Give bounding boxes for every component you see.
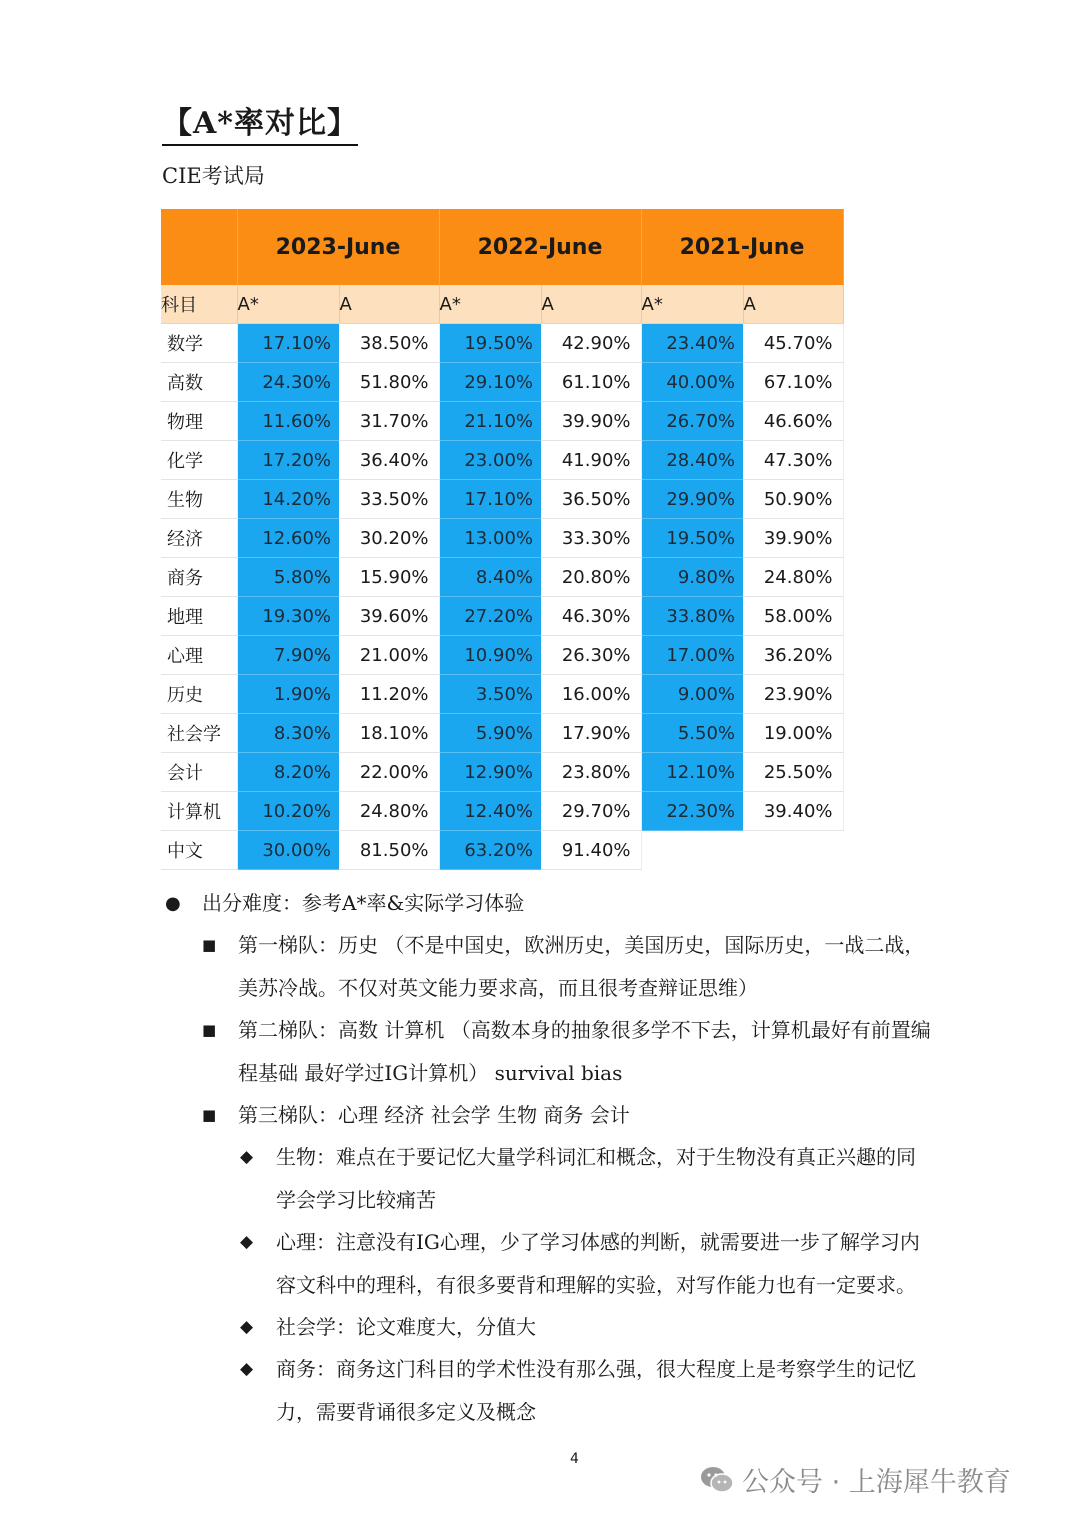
a-rate-cell: 45.70%	[743, 324, 843, 363]
a-star-rate-cell: 5.90%	[439, 714, 541, 753]
bullet-dot-icon: ●	[165, 893, 181, 914]
a-star-rate-cell: 63.20%	[439, 831, 541, 870]
a-rate-cell: 16.00%	[541, 675, 641, 714]
subject-cell: 数学	[161, 324, 237, 363]
a-star-rate-cell: 5.50%	[641, 714, 743, 753]
note-line: 第三梯队：心理 经济 社会学 生物 商务 会计	[238, 1103, 630, 1127]
table-row	[161, 636, 843, 675]
a-star-rate-cell: 28.40%	[641, 441, 743, 480]
year-header-2021: 2021-June	[641, 209, 843, 285]
a-rate-cell: 42.90%	[541, 324, 641, 363]
a-star-rate-cell: 11.60%	[237, 402, 339, 441]
a-rate-cell: 22.00%	[339, 753, 439, 792]
exam-board-label: CIE考试局	[162, 164, 265, 188]
a-rate-cell: 58.00%	[743, 597, 843, 636]
note-line: 美苏冷战。不仅对英文能力要求高，而且很考查辩证思维）	[238, 975, 758, 1000]
table-row	[161, 714, 843, 753]
table-row	[161, 519, 843, 558]
bullet-diamond-icon: ◆	[240, 1359, 254, 1380]
a-rate-cell: 15.90%	[339, 558, 439, 597]
empty-cell	[743, 831, 843, 870]
subject-cell: 化学	[161, 441, 237, 480]
note-line: 程基础 最好学过IG计算机） survival bias	[238, 1060, 623, 1085]
grade-header-cell: A*	[439, 285, 541, 324]
a-rate-cell: 33.50%	[339, 480, 439, 519]
table-row	[161, 753, 843, 792]
bullet-square-icon: ■	[202, 936, 217, 955]
a-star-rate-cell: 3.50%	[439, 675, 541, 714]
a-star-rate-cell: 17.00%	[641, 636, 743, 675]
bullet-diamond-icon: ◆	[240, 1317, 254, 1337]
a-star-rate-cell: 23.00%	[439, 441, 541, 480]
header-blank-cell	[161, 209, 237, 285]
table-row	[161, 558, 843, 597]
a-star-rate-cell: 9.00%	[641, 675, 743, 714]
a-rate-cell: 24.80%	[339, 792, 439, 831]
subject-cell: 经济	[161, 519, 237, 558]
a-star-rate-cell: 10.90%	[439, 636, 541, 675]
a-rate-cell: 36.50%	[541, 480, 641, 519]
table-row	[161, 441, 843, 480]
a-star-rate-cell: 8.40%	[439, 558, 541, 597]
note-line: 第一梯队：历史 （不是中国史，欧洲历史，美国历史，国际历史，一战二战，	[238, 933, 925, 958]
a-star-rate-table	[161, 209, 844, 870]
note-line: 学会学习比较痛苦	[276, 1187, 436, 1212]
grade-header-cell: A*	[237, 285, 339, 324]
a-star-rate-cell: 17.20%	[237, 441, 339, 480]
note-line: 力，需要背诵很多定义及概念	[276, 1399, 536, 1424]
subject-cell: 生物	[161, 480, 237, 519]
a-rate-cell: 23.90%	[743, 675, 843, 714]
a-rate-cell: 38.50%	[339, 324, 439, 363]
a-star-rate-cell: 12.60%	[237, 519, 339, 558]
a-rate-cell: 18.10%	[339, 714, 439, 753]
table-row	[161, 792, 843, 831]
subject-cell: 历史	[161, 675, 237, 714]
a-star-rate-cell: 9.80%	[641, 558, 743, 597]
watermark	[700, 1460, 1011, 1499]
table-row	[161, 597, 843, 636]
a-star-rate-cell: 12.10%	[641, 753, 743, 792]
a-rate-cell: 46.60%	[743, 402, 843, 441]
subject-cell: 高数	[161, 363, 237, 402]
a-rate-cell: 23.80%	[541, 753, 641, 792]
a-star-rate-cell: 19.50%	[641, 519, 743, 558]
grade-header-cell: A	[541, 285, 641, 324]
note-line: 社会学：论文难度大，分值大	[276, 1315, 536, 1339]
subject-cell: 心理	[161, 636, 237, 675]
a-star-rate-cell: 5.80%	[237, 558, 339, 597]
table-row	[161, 402, 843, 441]
a-rate-cell: 67.10%	[743, 363, 843, 402]
a-rate-cell: 39.40%	[743, 792, 843, 831]
note-line: 心理：注意没有IG心理，少了学习体感的判断，就需要进一步了解学习内	[276, 1230, 920, 1255]
a-rate-cell: 11.20%	[339, 675, 439, 714]
a-rate-cell: 17.90%	[541, 714, 641, 753]
a-star-rate-cell: 8.20%	[237, 753, 339, 792]
a-rate-cell: 39.90%	[743, 519, 843, 558]
grade-header-cell: A	[339, 285, 439, 324]
a-star-rate-cell: 12.40%	[439, 792, 541, 831]
note-line: 第二梯队：高数 计算机 （高数本身的抽象很多学不下去，计算机最好有前置编	[238, 1018, 931, 1043]
a-rate-cell: 61.10%	[541, 363, 641, 402]
a-star-rate-cell: 23.40%	[641, 324, 743, 363]
subject-cell: 社会学	[161, 714, 237, 753]
wechat-icon	[700, 1466, 734, 1494]
a-rate-cell: 25.50%	[743, 753, 843, 792]
a-star-rate-cell: 1.90%	[237, 675, 339, 714]
table-row	[161, 324, 843, 363]
a-rate-cell: 26.30%	[541, 636, 641, 675]
a-star-rate-cell: 14.20%	[237, 480, 339, 519]
a-star-rate-cell: 30.00%	[237, 831, 339, 870]
a-rate-cell: 36.40%	[339, 441, 439, 480]
a-rate-cell: 31.70%	[339, 402, 439, 441]
note-line: 商务：商务这门科目的学术性没有那么强，很大程度上是考察学生的记忆	[276, 1357, 916, 1382]
a-star-rate-cell: 26.70%	[641, 402, 743, 441]
subject-cell: 会计	[161, 753, 237, 792]
subject-cell: 地理	[161, 597, 237, 636]
a-star-rate-cell: 21.10%	[439, 402, 541, 441]
a-star-rate-cell: 12.90%	[439, 753, 541, 792]
table-row	[161, 363, 843, 402]
a-rate-cell: 81.50%	[339, 831, 439, 870]
subject-cell: 物理	[161, 402, 237, 441]
a-rate-cell: 21.00%	[339, 636, 439, 675]
a-star-rate-cell: 29.90%	[641, 480, 743, 519]
a-star-rate-cell: 8.30%	[237, 714, 339, 753]
a-rate-cell: 19.00%	[743, 714, 843, 753]
page-number: 4	[570, 1451, 579, 1467]
a-star-rate-cell: 40.00%	[641, 363, 743, 402]
year-header-row	[161, 209, 843, 285]
a-rate-cell: 50.90%	[743, 480, 843, 519]
bullet-square-icon: ■	[202, 1106, 217, 1124]
grade-header-cell: A*	[641, 285, 743, 324]
a-rate-cell: 47.30%	[743, 441, 843, 480]
bullet-square-icon: ■	[202, 1021, 217, 1040]
a-rate-cell: 39.60%	[339, 597, 439, 636]
a-star-rate-cell: 22.30%	[641, 792, 743, 831]
a-rate-cell: 33.30%	[541, 519, 641, 558]
a-rate-cell: 46.30%	[541, 597, 641, 636]
subject-cell: 计算机	[161, 792, 237, 831]
a-rate-cell: 41.90%	[541, 441, 641, 480]
bullet-diamond-icon: ◆	[240, 1147, 254, 1168]
a-rate-cell: 36.20%	[743, 636, 843, 675]
a-star-rate-cell: 33.80%	[641, 597, 743, 636]
a-rate-cell: 20.80%	[541, 558, 641, 597]
a-star-rate-cell: 29.10%	[439, 363, 541, 402]
subject-cell: 中文	[161, 831, 237, 870]
table-row	[161, 480, 843, 519]
grade-header-row	[161, 285, 843, 324]
a-star-rate-cell: 13.00%	[439, 519, 541, 558]
a-star-rate-cell: 17.10%	[439, 480, 541, 519]
subject-column-header: 科目	[161, 285, 237, 324]
a-star-rate-cell: 17.10%	[237, 324, 339, 363]
table-row	[161, 831, 843, 870]
a-rate-cell: 39.90%	[541, 402, 641, 441]
a-rate-cell: 51.80%	[339, 363, 439, 402]
a-rate-cell: 91.40%	[541, 831, 641, 870]
page-title: 【A*率对比】	[162, 98, 358, 146]
watermark-text: 公众号 · 上海犀牛教育	[742, 1467, 1011, 1498]
a-rate-cell: 24.80%	[743, 558, 843, 597]
empty-cell	[641, 831, 743, 870]
note-line: 生物：难点在于要记忆大量学科词汇和概念，对于生物没有真正兴趣的同	[276, 1145, 916, 1170]
a-star-rate-cell: 27.20%	[439, 597, 541, 636]
a-star-rate-cell: 19.30%	[237, 597, 339, 636]
a-rate-cell: 30.20%	[339, 519, 439, 558]
note-line: 出分难度：参考A*率&实际学习体验	[202, 891, 525, 915]
a-star-rate-cell: 24.30%	[237, 363, 339, 402]
a-rate-cell: 29.70%	[541, 792, 641, 831]
bullet-diamond-icon: ◆	[240, 1232, 254, 1253]
subject-cell: 商务	[161, 558, 237, 597]
year-header-2023: 2023-June	[237, 209, 439, 285]
table-row	[161, 675, 843, 714]
a-star-rate-cell: 7.90%	[237, 636, 339, 675]
note-line: 容文科中的理科，有很多要背和理解的实验，对写作能力也有一定要求。	[276, 1272, 916, 1297]
a-star-rate-cell: 19.50%	[439, 324, 541, 363]
year-header-2022: 2022-June	[439, 209, 641, 285]
a-star-rate-cell: 10.20%	[237, 792, 339, 831]
grade-header-cell: A	[743, 285, 843, 324]
